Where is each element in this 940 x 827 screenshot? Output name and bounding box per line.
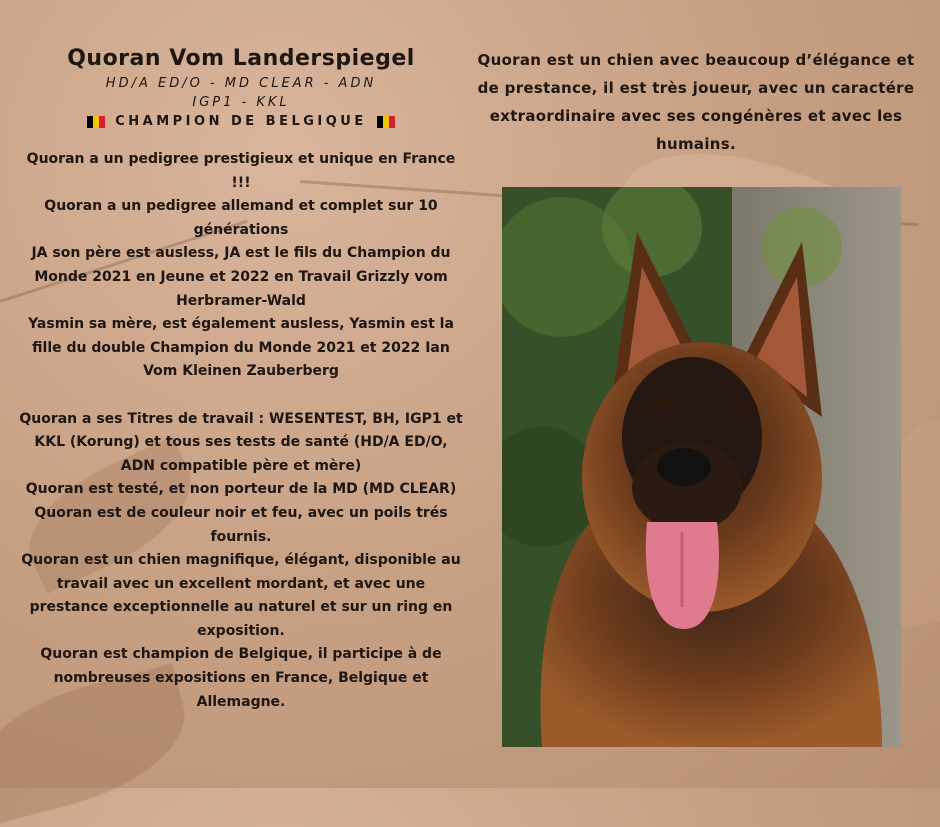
belgian-flag-icon <box>377 116 395 128</box>
paragraph: Quoran a un pedigree allemand et complet sur 10 générations <box>44 198 438 238</box>
paragraph: Quoran est un chien magnifique, élégant, disponible au travail avec un excellent mordant, et avec une prestance exceptionnelle au naturel et sur un ring en exposition. <box>21 552 461 639</box>
paragraph: Quoran est de couleur noir et feu, avec un poils trés fournis. <box>34 504 448 545</box>
flag-stripe <box>99 116 105 128</box>
work-titles: IGP1 - KKL <box>192 95 290 110</box>
summary-text: Quoran est un chien avec beaucoup d’élégance et de prestance, il est très joueur, avec un caractére extraordinaire avec ses congénères et avec les humains. <box>477 51 915 153</box>
paragraph: Quoran a un pedigree prestigieux et unique en France !!! <box>26 151 456 191</box>
german-shepherd-illustration <box>502 187 901 747</box>
champion-label: CHAMPION DE BELGIQUE <box>115 114 367 129</box>
champion-line <box>18 112 464 132</box>
paragraph: Quoran est champion de Belgique, il participe à de nombreuses expositions en France, Belgique et Allemagne. <box>40 646 442 710</box>
belgian-flag-icon <box>87 116 105 128</box>
page-title: Quoran Vom Landerspiegel <box>67 46 415 71</box>
description-text <box>18 148 464 714</box>
paragraph: Yasmin sa mère, est également ausless, Yasmin est la fille du double Champion du Monde 2021 et 2022 Ian Vom Kleinen Zauberberg <box>28 316 454 380</box>
flag-stripe <box>389 116 395 128</box>
paragraph: JA son père est ausless, JA est le fils du Champion du Monde 2021 en Jeune et 2022 en Travail Grizzly vom Herbramer-Wald <box>31 245 451 309</box>
paragraph: Quoran a ses Titres de travail : WESENTEST, BH, IGP1 et KKL (Korung) et tous ses tests de santé (HD/A ED/O, ADN compatible père et mère) <box>19 410 463 474</box>
info-column <box>18 44 464 714</box>
paragraph: Quoran est testé, et non porteur de la MD (MD CLEAR) <box>25 481 457 498</box>
health-tests: HD/A ED/O - MD CLEAR - ADN <box>105 76 377 91</box>
dog-photo <box>502 187 901 747</box>
blank-line <box>18 384 464 408</box>
